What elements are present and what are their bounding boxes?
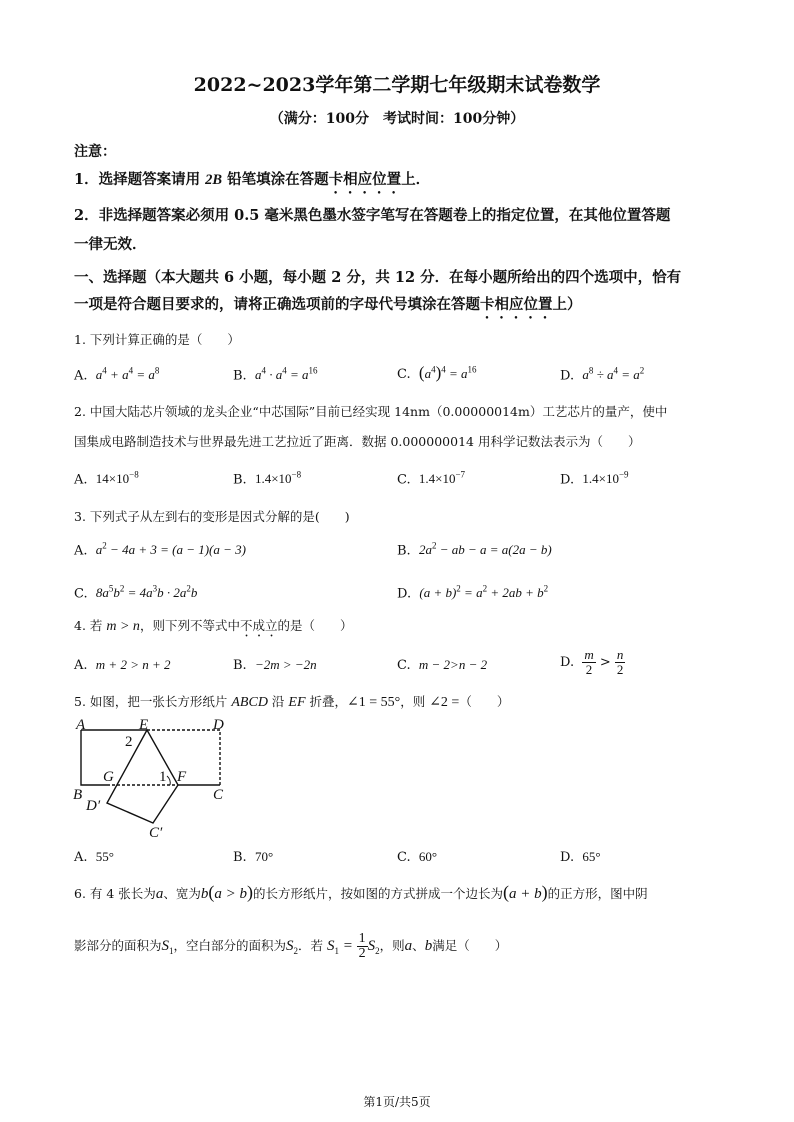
q5-option-a: A. 55° bbox=[74, 849, 114, 865]
q4-option-a: A. m + 2 > n + 2 bbox=[74, 657, 171, 673]
q2-line2: 国集成电路制造技术与世界最先进工艺拉近了距离．数据 0.000000014 用科学记数法表示为（ ） bbox=[74, 434, 641, 449]
notes-heading: 注意： bbox=[74, 144, 116, 160]
label-c: C bbox=[213, 787, 224, 803]
label-b: B bbox=[73, 787, 83, 803]
q1-option-a: A. $a^4 + a^4 = a^8$ bbox=[74, 366, 160, 384]
label-d: D bbox=[213, 717, 224, 733]
exam-title: 2022~2023学年第二学期七年级期末试卷数学 bbox=[193, 74, 601, 96]
label-angle-2: 2 bbox=[125, 734, 133, 750]
label-d-prime: D′ bbox=[86, 798, 101, 814]
q4-option-d: D. $\frac{m}{2}$ > $\frac{n}{2}$ bbox=[560, 647, 624, 677]
q2-line1: 2. 中国大陆芯片领域的龙头企业“中芯国际”目前已经实现 14nm（0.00000014m）工艺芯片的量产，使中 bbox=[74, 404, 668, 419]
q3-option-d: D. $(a + b)^2 = a^2 + 2ab + b^2$ bbox=[397, 584, 549, 602]
q3-option-b: B. $2a^2$ − ab − a = a(2a − b) bbox=[397, 541, 552, 559]
q6-line2: 影部分的面积为$S_1$，空白部分的面积为$S_2$．若 $S_1$ = $\frac{1}{2}$ $S_2$，则a、b满足（ ） bbox=[74, 931, 508, 961]
q2-option-c: C. $1.4\times 10^{-7}$ bbox=[397, 470, 466, 488]
q3-option-c: C. $8a^5b^2 = 4a^3b \cdot 2a^2b$ bbox=[74, 584, 198, 602]
q4-option-b: B. −2m > −2n bbox=[233, 657, 317, 673]
q5-option-d: D. 65° bbox=[560, 849, 601, 865]
q2-option-d: D. $1.4\times 10^{-9}$ bbox=[560, 470, 629, 488]
angle-1-arc bbox=[167, 776, 170, 785]
q4-stem: 4. 若 m > n，则下列不等式中不成立的是（ ） bbox=[74, 618, 353, 634]
q5-option-b: B. 70° bbox=[233, 849, 274, 865]
label-c-prime: C′ bbox=[149, 825, 163, 841]
q1-option-c: C. $(a^4)^4 = a^{16}$ bbox=[397, 363, 477, 382]
section1-line2: 一项是符合题目要求的，请将正确选项前的字母代号填涂在答题卡相应位置上） bbox=[74, 296, 582, 313]
q1-option-b: B. $a^4 \cdot a^4 = a^{16}$ bbox=[233, 366, 318, 384]
q5-stem: 5. 如图，把一张长方形纸片 ABCD 沿 EF 折叠，∠1 = 55°，则 ∠2 =（ ） bbox=[74, 694, 510, 710]
label-f: F bbox=[177, 769, 187, 785]
label-e: E bbox=[139, 717, 149, 733]
label-a: A bbox=[76, 717, 86, 733]
folding-figure bbox=[70, 715, 240, 845]
exam-subtitle: （满分：100分 考试时间：100分钟） bbox=[269, 111, 525, 127]
q5-option-c: C. 60° bbox=[397, 849, 438, 865]
q1-stem: 1. 下列计算正确的是（ ） bbox=[74, 332, 240, 347]
q4-option-c: C. m − 2>n − 2 bbox=[397, 657, 488, 673]
note-1: 1．选择题答案请用 2B 铅笔填涂在答题卡相应位置上． bbox=[74, 171, 431, 188]
label-angle-1: 1 bbox=[159, 769, 167, 785]
q3-option-a: A. $a^2 - 4a + 3 = (a - 1)(a - 3)$ bbox=[74, 541, 246, 559]
note-2-line2: 一律无效． bbox=[74, 236, 147, 253]
note-2-line1: 2．非选择题答案必须用 0.5 毫米黑色墨水签字笔写在答题卷上的指定位置，在其他位置答题 bbox=[74, 207, 671, 224]
section1-line1: 一、选择题（本大题共 6 小题，每小题 2 分，共 12 分．在每小题所给出的四个选项中，恰有 bbox=[74, 269, 682, 286]
q2-option-a: A. $14\times 10^{-8}$ bbox=[74, 470, 139, 488]
label-g: G bbox=[103, 769, 114, 785]
q6-line1: 6. 有 4 张长为a、宽为b(a > b)的长方形纸片，按如图的方式拼成一个边长为(a + b)的正方形，图中阴 bbox=[74, 882, 648, 902]
page-footer: 第1页/共5页 bbox=[363, 1095, 431, 1109]
q3-stem: 3. 下列式子从左到右的变形是因式分解的是( ) bbox=[74, 509, 350, 524]
q1-option-d: D. $a^8 \div a^4 = a^2$ bbox=[560, 366, 645, 384]
q2-option-b: B. $1.4\times 10^{-8}$ bbox=[233, 470, 302, 488]
